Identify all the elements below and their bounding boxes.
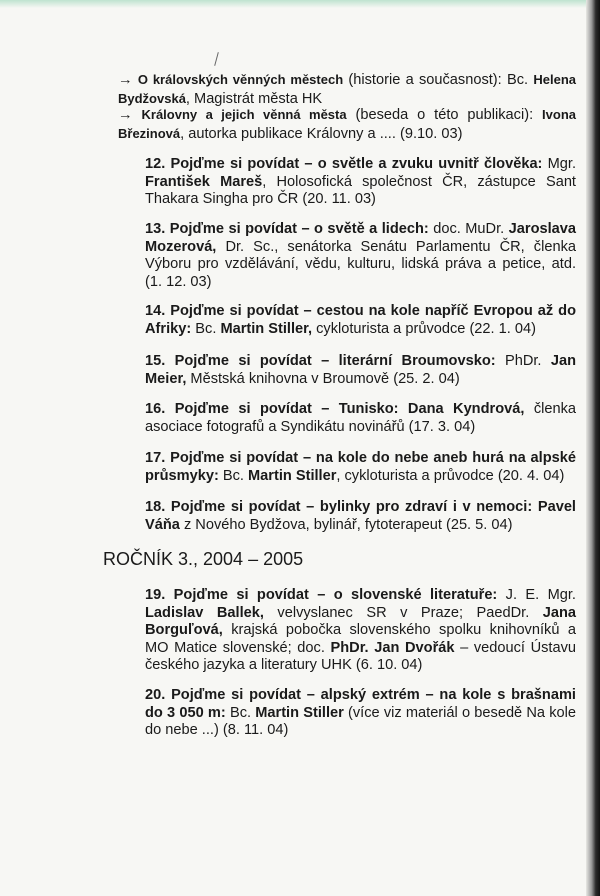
intro-item bbox=[118, 106, 576, 143]
text: PhDr. bbox=[495, 353, 551, 369]
bold-text: Jan Meier, bbox=[145, 353, 576, 387]
text: velvyslanec SR v Praze; PaedDr. bbox=[263, 604, 543, 621]
entry-12 bbox=[145, 156, 576, 209]
bold-text: 12. Pojďme si povídat – o světle a zvuku uvnitř člověka: bbox=[145, 156, 543, 172]
text: (více viz materiál o besedě Na kole do nebe ...) (8. 11. 04) bbox=[145, 704, 577, 738]
bold-text: 16. Pojďme si povídat – Tunisko: Dana Kyndrová, bbox=[145, 401, 525, 417]
text: členka asociace fotografů a Syndikátu novinářů (17. 3. 04) bbox=[145, 401, 577, 435]
text: Bc. bbox=[191, 320, 221, 337]
text: , cykloturista a průvodce (20. 4. 04) bbox=[336, 467, 565, 484]
section-heading: ROČNÍK 3., 2004 – 2005 bbox=[103, 549, 304, 569]
text: Dr. Sc., senátorka Senátu Parlamentu ČR, členka Výboru pro vzdělávání, vědu, kulturu, lidská práva a petice, atd. (1. 12. 03) bbox=[145, 238, 576, 290]
page-top-edge bbox=[0, 0, 600, 8]
book-spine-edge bbox=[586, 0, 600, 896]
bold-text: Ladislav Ballek, bbox=[145, 604, 264, 621]
text: → bbox=[118, 72, 138, 88]
text: Bc. bbox=[225, 704, 256, 721]
bold-text: 20. Pojďme si povídat – alpský extrém – na kole s brašnami do 3 050 m: bbox=[145, 687, 576, 721]
bold-text: Jana Borguľová, bbox=[145, 604, 576, 638]
pen-mark bbox=[214, 52, 219, 66]
bold-text: 15. Pojďme si povídat – literární Broumovsko: bbox=[145, 353, 496, 369]
text: J. E. Mgr. bbox=[497, 587, 576, 603]
bold-text: 18. Pojďme si povídat – bylinky pro zdraví i v nemoci: Pavel Váňa bbox=[145, 499, 576, 533]
entry-18 bbox=[145, 499, 576, 534]
entry-20 bbox=[145, 687, 576, 740]
entry-13 bbox=[145, 221, 576, 291]
text: Mgr. bbox=[542, 156, 576, 172]
entry-17 bbox=[145, 450, 576, 485]
bold-text: 19. Pojďme si povídat – o slovenské literatuře: bbox=[145, 587, 498, 603]
intro-item bbox=[118, 71, 576, 108]
text: doc. MuDr. bbox=[428, 221, 509, 237]
text: cykloturista a průvodce (22. 1. 04) bbox=[312, 320, 536, 337]
bold-text: Jaroslava Mozerová, bbox=[145, 221, 577, 255]
bold-text: 17. Pojďme si povídat – na kole do nebe aneb hurá na alpské průsmyky: bbox=[145, 450, 576, 484]
text: – vedoucí Ústavu českého jazyka a literatury UHK (6. 10. 04) bbox=[145, 639, 576, 673]
bold-text: 13. Pojďme si povídat – o světě a lidech: bbox=[145, 221, 429, 237]
text: Bc. bbox=[218, 467, 249, 484]
text: → bbox=[118, 107, 142, 123]
text: , autorka publikace Královny a .... (9.10. 03) bbox=[180, 125, 463, 142]
bold-text: Královny a jejich věnná města bbox=[141, 107, 347, 122]
text: (historie a současnost): Bc. bbox=[343, 72, 534, 88]
entry-16 bbox=[145, 401, 576, 436]
entry-14 bbox=[145, 303, 576, 338]
bold-text: 14. Pojďme si povídat – cestou na kole napříč Evropou až do Afriky: bbox=[145, 303, 576, 337]
entry-19 bbox=[145, 587, 576, 675]
text: z Nového Bydžova, bylinář, fytoterapeut (25. 5. 04) bbox=[179, 516, 513, 533]
bold-text: František Mareš bbox=[145, 173, 263, 190]
text: Městská knihovna v Broumově (25. 2. 04) bbox=[186, 370, 460, 387]
text: (beseda o této publikaci): bbox=[346, 107, 543, 123]
bold-text: Helena Bydžovská bbox=[118, 72, 576, 106]
text: , Magistrát města HK bbox=[185, 90, 323, 107]
bold-text: Martin Stiller bbox=[255, 704, 344, 721]
bold-text: Martin Stiller bbox=[248, 467, 337, 484]
bold-text: Ivona Březinová bbox=[118, 107, 576, 141]
bold-text: O královských věnných městech bbox=[137, 72, 344, 87]
bold-text: Martin Stiller, bbox=[220, 320, 313, 337]
entry-15 bbox=[145, 353, 576, 388]
bold-text: PhDr. Jan Dvořák bbox=[330, 639, 455, 656]
text: krajská pobočka slovenského spolku knihovníků a MO Matice slovenské; doc. bbox=[145, 622, 576, 656]
text: , Holosofická společnost ČR, zástupce Sant Thakara Singha pro ČR (20. 11. 03) bbox=[145, 173, 576, 207]
